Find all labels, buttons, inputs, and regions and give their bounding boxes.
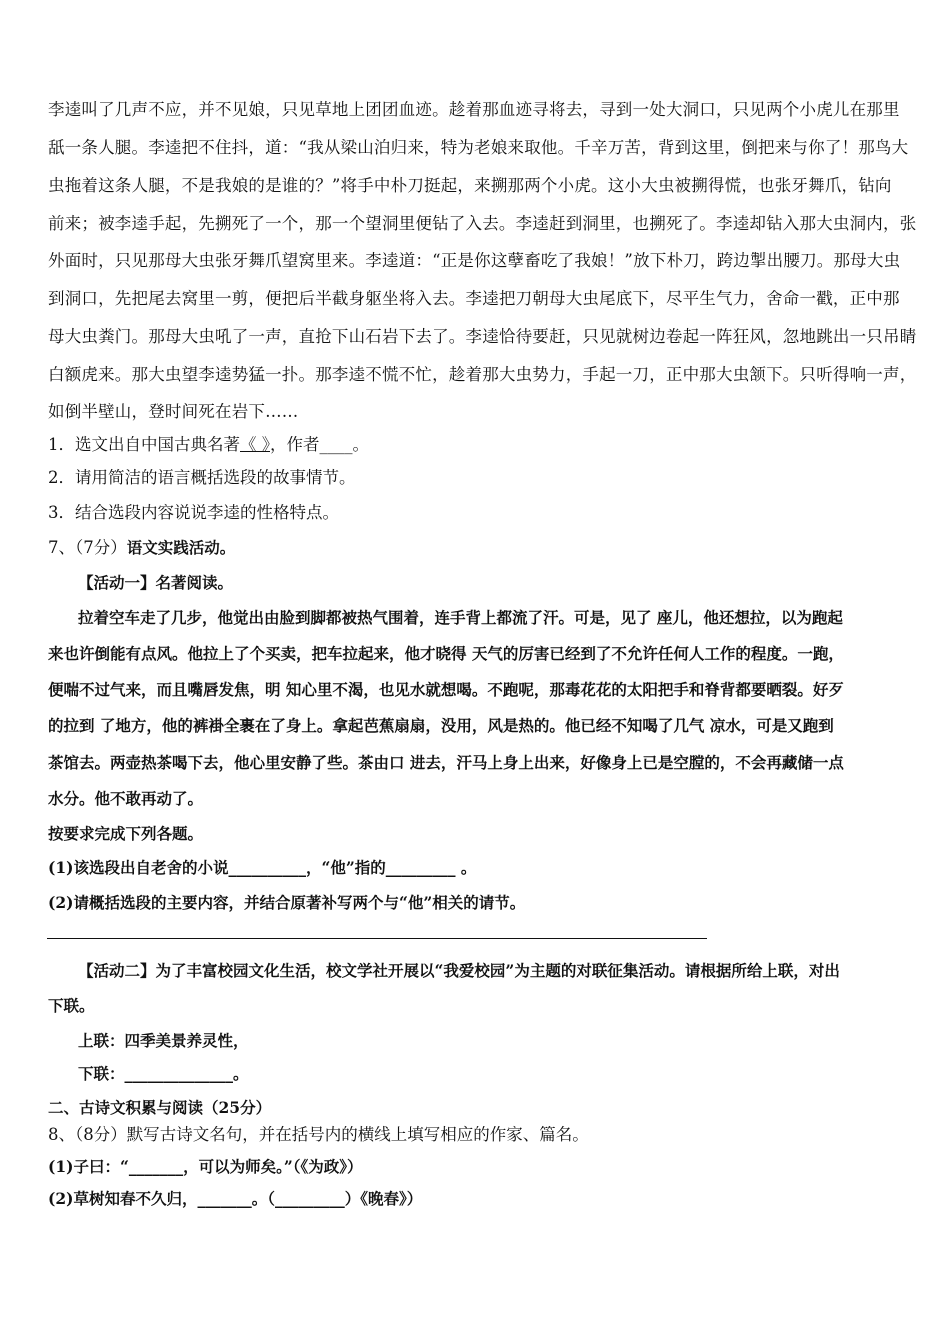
- upper-couplet: 上联：四季美景养灵性，: [78, 1031, 249, 1050]
- question-8-1: (1)子曰：“_______，可以为师矣。”（《为政》）: [48, 1157, 363, 1176]
- question-8-2: (2)草树知春不久归，_______。（_________）《晚春》）: [48, 1189, 423, 1208]
- excerpt-line: 来也许倒能有点风。他拉上了个买卖，把车拉起来，他才晓得 天气的厉害已经到了不允许任何人工作的程度。一跑，: [48, 644, 844, 663]
- activity-2-line-1: 【活动二】为了丰富校园文化生活，校文学社开展以“我爱校园”为主题的对联征集活动。请根据所给上联，对出: [78, 961, 840, 980]
- book-title-blank: 《 》: [240, 435, 270, 454]
- passage-line: 外面时，只见那母大虫张牙舞爪望窝里来。李逵道：“正是你这孽畜吃了我娘！”放下朴刀，跨边掣出腰刀。那母大虫: [48, 251, 901, 270]
- question-1: 1．选文出自中国古典名著《 》，作者____。: [48, 435, 369, 454]
- passage-line: 母大虫粪门。那母大虫吼了一声，直抢下山石岩下去了。李逵恰待要赶，只见就树边卷起一阵狂风，忽地跳出一只吊睛: [48, 327, 917, 346]
- sub-question-2: (2)请概括选段的主要内容，并结合原著补写两个与“他”相关的请节。: [48, 893, 526, 912]
- activity-2-line-2: 下联。: [48, 996, 95, 1015]
- passage-line: 前来；被李逵手起，先搠死了一个，那一个望洞里便钻了入去。李逵赶到洞里，也搠死了。李逵却钻入那大虫洞内，张: [48, 214, 917, 233]
- question-8: 8、（8分）默写古诗文名句，并在括号内的横线上填写相应的作家、篇名。: [48, 1125, 589, 1144]
- passage-line: 到洞口，先把尾去窝里一剪，便把后半截身躯坐将入去。李逵把刀朝母大虫尾底下，尽平生气力，舍命一戳，正中那: [48, 289, 900, 308]
- author-blank: ____: [319, 435, 353, 454]
- passage-line: 白额虎来。那大虫望李逵势猛一扑。那李逵不慌不忙，趁着那大虫势力，手起一刀，正中那大虫颔下。只听得响一声，: [48, 365, 917, 384]
- excerpt-line: 的拉到 了地方，他的裤褂全裹在了身上。拿起芭蕉扇扇，没用，风是热的。他已经不知喝了几气 凉水，可是又跑到: [48, 716, 834, 735]
- activity-1-title: 【活动一】名著阅读。: [78, 573, 234, 592]
- excerpt-line: 水分。他不敢再动了。: [48, 789, 204, 808]
- question-7-header: 7、（7分）语文实践活动。: [48, 538, 236, 557]
- excerpt-line: 便喘不过气来，而且嘴唇发焦，明 知心里不渴，也见水就想喝。不跑呢，那毒花花的太阳把手和脊背都要晒裂。好歹: [48, 680, 844, 699]
- excerpt-line: 茶馆去。两壶热茶喝下去，他心里安静了些。茶由口 进去，汗马上身上出来，好像身上已是空膛的，不会再藏储一点: [48, 753, 844, 772]
- answer-line: [47, 938, 707, 939]
- question-2: 2．请用简洁的语言概括选段的故事情节。: [48, 468, 356, 487]
- instruction: 按要求完成下列各题。: [48, 824, 204, 843]
- passage-line: 李逵叫了几声不应，并不见娘，只见草地上团团血迹。趁着那血迹寻将去，寻到一处大洞口，只见两个小虎儿在那里: [48, 100, 900, 119]
- excerpt-line: 拉着空车走了几步，他觉出由脸到脚都被热气围着，连手背上都流了汗。可是，见了 座儿，他还想拉，以为跑起: [78, 608, 843, 627]
- passage-line: 舐一条人腿。李逵把不住抖，道：“我从梁山泊归来，特为老娘来取他。千辛万苦，背到这里，倒把来与你了！那鸟大: [48, 138, 909, 157]
- sub-question-1: (1)该选段出自老舍的小说__________，“他”指的_________ 。: [48, 858, 477, 877]
- passage-line: 如倒半壁山，登时间死在岩下……: [48, 402, 299, 421]
- question-3: 3．结合选段内容说说李逵的性格特点。: [48, 503, 339, 522]
- lower-couplet: 下联：______________。: [78, 1064, 249, 1083]
- passage-line: 虫拖着这条人腿，不是我娘的是谁的？”将手中朴刀挺起，来搠那两个小虎。这小大虫被搠得慌，也张牙舞爪，钻向: [48, 176, 892, 195]
- section-2-title: 二、古诗文积累与阅读（25分）: [48, 1098, 272, 1117]
